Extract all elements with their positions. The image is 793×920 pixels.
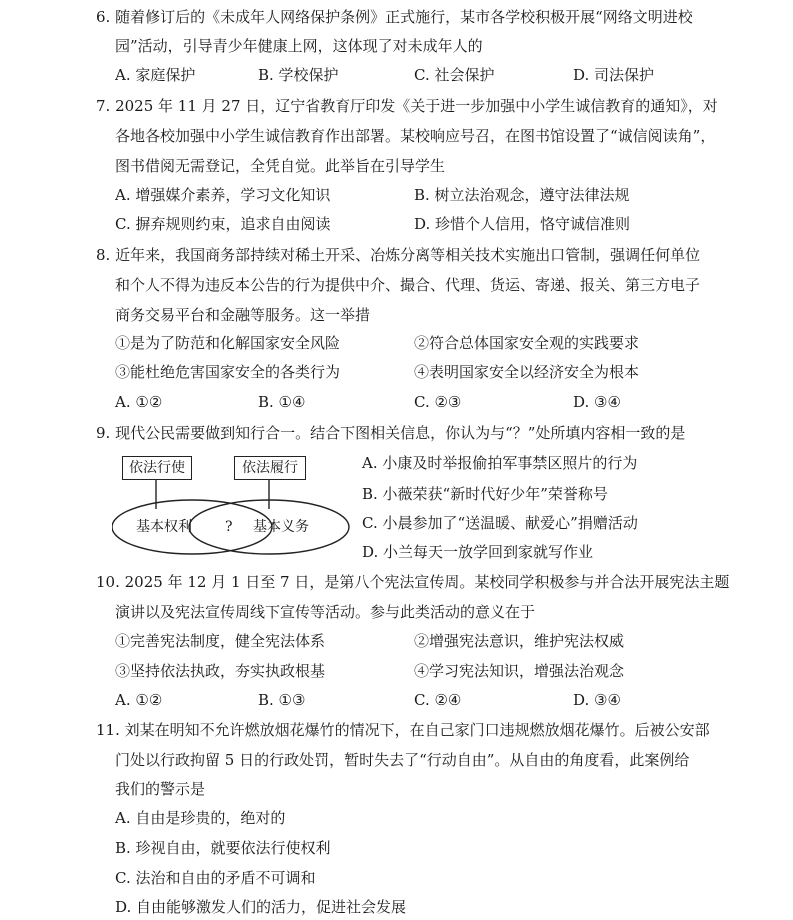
q7-stem-line2: 各地各校加强中小学生诚信教育作出部署。某校响应号召，在图书馆设置了“诚信阅读角”， [115, 127, 716, 145]
q8-statement-2: ②符合总体国家安全观的实践要求 [414, 334, 640, 352]
q9-option-c: C. 小晨参加了“送温暖、献爱心”捐赠活动 [362, 514, 638, 532]
q8-stem-line1: 8. 近年来，我国商务部持续对稀土开采、冶炼分离等相关技术实施出口管制，强调任何单位 [96, 246, 701, 264]
q10-option-d: D. ③④ [573, 691, 621, 709]
box-exercise-by-law: 依法行使 [122, 456, 192, 480]
label-basic-rights: 基本权利 [136, 519, 192, 535]
q6-stem-line2: 园”活动，引导青少年健康上网，这体现了对未成年人的 [115, 37, 483, 55]
q6-option-d: D. 司法保护 [573, 66, 655, 84]
q8-option-c: C. ②③ [414, 393, 462, 411]
q10-statement-4: ④学习宪法知识，增强法治观念 [414, 662, 625, 680]
q11-option-d: D. 自由能够激发人们的活力，促进社会发展 [115, 898, 407, 916]
rights-duties-diagram [112, 452, 352, 557]
q6-option-b: B. 学校保护 [258, 66, 339, 84]
q10-statement-3: ③坚持依法执政，夯实执政根基 [115, 662, 326, 680]
q7-option-c: C. 摒弃规则约束，追求自由阅读 [115, 215, 331, 233]
q10-stem-line2: 演讲以及宪法宣传周线下宣传等活动。参与此类活动的意义在于 [115, 603, 536, 621]
q11-stem-line1: 11. 刘某在明知不允许燃放烟花爆竹的情况下，在自己家门口违规燃放烟花爆竹。后被公安部 [96, 721, 710, 739]
q7-stem-line1: 7. 2025 年 11 月 27 日，辽宁省教育厅印发《关于进一步加强中小学生诚信教育的通知》，对 [96, 97, 718, 115]
q8-stem-line3: 商务交易平台和金融等服务。这一举措 [115, 306, 371, 324]
q10-statement-2: ②增强宪法意识，维护宪法权威 [414, 632, 625, 650]
q7-stem-line3: 图书借阅无需登记，全凭自觉。此举旨在引导学生 [115, 157, 446, 175]
q11-option-b: B. 珍视自由，就要依法行使权利 [115, 839, 331, 857]
q11-stem-line3: 我们的警示是 [115, 780, 206, 798]
q11-stem-line2: 门处以行政拘留 5 日的行政处罚，暂时失去了“行动自由”。从自由的角度看，此案例给 [115, 751, 690, 769]
q10-option-c: C. ②④ [414, 691, 462, 709]
q9-option-d: D. 小兰每天一放学回到家就写作业 [362, 543, 594, 561]
q8-statement-1: ①是为了防范和化解国家安全风险 [115, 334, 341, 352]
q8-option-a: A. ①② [115, 393, 163, 411]
q7-option-d: D. 珍惜个人信用，恪守诚信准则 [414, 215, 631, 233]
q10-stem-line1: 10. 2025 年 12 月 1 日至 7 日，是第八个宪法宣传周。某校同学积极参与并合法开展宪法主题 [96, 573, 730, 591]
q9-option-b: B. 小薇荣获“新时代好少年”荣誉称号 [362, 485, 608, 503]
q10-option-a: A. ①② [115, 691, 163, 709]
q9-option-a: A. 小康及时举报偷拍军事禁区照片的行为 [362, 454, 638, 472]
q6-option-c: C. 社会保护 [414, 66, 495, 84]
q8-statement-3: ③能杜绝危害国家安全的各类行为 [115, 363, 341, 381]
label-unknown: ? [225, 519, 233, 535]
q10-statement-1: ①完善宪法制度，健全宪法体系 [115, 632, 326, 650]
q6-stem-line1: 6. 随着修订后的《未成年人网络保护条例》正式施行，某市各学校积极开展“网络文明进校 [96, 8, 693, 26]
q11-option-c: C. 法治和自由的矛盾不可调和 [115, 869, 316, 887]
q6-option-a: A. 家庭保护 [115, 66, 196, 84]
box-fulfill-by-law: 依法履行 [234, 456, 306, 480]
q8-option-d: D. ③④ [573, 393, 621, 411]
q10-option-b: B. ①③ [258, 691, 306, 709]
label-basic-duties: 基本义务 [253, 519, 309, 535]
q9-stem: 9. 现代公民需要做到知行合一。结合下图相关信息，你认为与“？”处所填内容相一致的是 [96, 424, 686, 442]
q7-option-b: B. 树立法治观念，遵守法律法规 [414, 186, 630, 204]
q8-stem-line2: 和个人不得为违反本公告的行为提供中介、撮合、代理、货运、寄递、报关、第三方电子 [115, 276, 701, 294]
q8-statement-4: ④表明国家安全以经济安全为根本 [414, 363, 640, 381]
q7-option-a: A. 增强媒介素养，学习文化知识 [115, 186, 331, 204]
q8-option-b: B. ①④ [258, 393, 306, 411]
q11-option-a: A. 自由是珍贵的，绝对的 [115, 809, 286, 827]
